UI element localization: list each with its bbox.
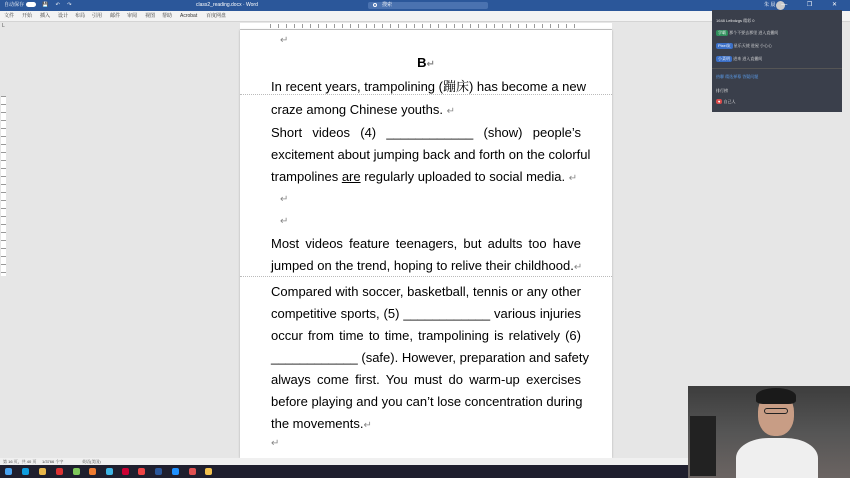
vertical-ruler[interactable] xyxy=(1,96,6,276)
paragraph-mark: ↵ xyxy=(280,35,289,46)
tab-mailings[interactable]: 邮件 xyxy=(110,13,121,19)
app-icon[interactable] xyxy=(189,468,196,475)
paragraph-4-line-6: before playing and you can’t lose concentration during xyxy=(271,394,583,409)
tab-view[interactable]: 视图 xyxy=(145,13,156,19)
chat-message: 学霸 那个不要去那里 进入直播间 xyxy=(718,30,779,35)
word-app-icon[interactable] xyxy=(155,468,162,475)
app-icon[interactable] xyxy=(205,468,212,475)
tab-home[interactable]: 开始 xyxy=(22,13,33,19)
paragraph-mark: ↵ xyxy=(271,438,280,449)
chat-stats: 1648 Lelbdzgs 精彩 0 xyxy=(716,18,755,23)
divider xyxy=(712,68,842,69)
paragraph-3-line-2: jumped on the trend, hoping to relive their childhood.↵ xyxy=(271,258,583,273)
word-count[interactable]: 1/3766 个字 xyxy=(42,459,64,464)
tab-acrobat[interactable]: Acrobat xyxy=(180,13,198,19)
live-chat-panel xyxy=(712,10,842,112)
section-heading: B↵ xyxy=(417,55,435,70)
presenter-hair xyxy=(756,388,796,404)
chat-rank-label: 排行榜 xyxy=(716,88,728,93)
app-icon[interactable] xyxy=(106,468,113,475)
paragraph-2-line-1: Short videos (4) ____________ (show) people’s xyxy=(271,125,581,140)
paragraph-4-line-5: always come first. You must do warm-up exercises xyxy=(271,372,581,387)
autosave-switch[interactable] xyxy=(26,2,36,7)
app-icon[interactable] xyxy=(89,468,96,475)
language-status[interactable]: 英语(美国) xyxy=(82,459,101,464)
line-guide xyxy=(240,94,612,96)
chat-tabs[interactable]: 热聊 精选弹幕 答疑问题 xyxy=(716,74,759,79)
paragraph-2-line-2: excitement about jumping back and forth on the colorful xyxy=(271,147,591,162)
tab-baidu-netdisk[interactable]: 百度网盘 xyxy=(206,13,227,19)
glasses-icon xyxy=(764,408,788,414)
search-input[interactable] xyxy=(368,2,488,9)
chat-message: 小菜明 进来 进入直播间 xyxy=(718,56,763,61)
search-icon xyxy=(373,3,377,7)
ruler-ticks xyxy=(270,24,580,28)
app-icon[interactable] xyxy=(138,468,145,475)
document-page[interactable] xyxy=(240,30,612,458)
paragraph-2-line-3: trampolines are regularly uploaded to social media. ↵ xyxy=(271,169,578,184)
webcam-video xyxy=(688,386,850,478)
line-guide xyxy=(240,276,612,278)
quick-access-toolbar[interactable]: 💾 ↶ ↷ xyxy=(42,2,75,8)
tab-references[interactable]: 引用 xyxy=(92,13,103,19)
paragraph-4-line-7: the movements.↵ xyxy=(271,416,372,431)
tab-help[interactable]: 帮助 xyxy=(162,13,173,19)
paragraph-3-line-1: Most videos feature teenagers, but adults too have xyxy=(271,236,581,251)
paragraph-1-line-1: In recent years, trampolining (蹦床) has become a new xyxy=(271,79,587,94)
tab-layout[interactable]: 布局 xyxy=(75,13,86,19)
presenter-body xyxy=(736,438,818,478)
app-icon[interactable] xyxy=(172,468,179,475)
browser-icon[interactable] xyxy=(22,468,29,475)
tab-design[interactable]: 设计 xyxy=(58,13,69,19)
app-icon[interactable] xyxy=(73,468,80,475)
page-count[interactable]: 第 16 页，共 40 页 xyxy=(3,459,37,464)
underlined-word: are xyxy=(341,169,361,184)
app-icon[interactable] xyxy=(56,468,63,475)
user-name[interactable]: 朱 晨 xyxy=(764,2,776,8)
start-icon[interactable] xyxy=(5,468,12,475)
autosave-label: 自动保存 xyxy=(4,2,25,8)
ruler-corner-icon[interactable]: L xyxy=(2,23,5,29)
paragraph-4-line-4: ____________ (safe). However, preparation and safety xyxy=(271,350,589,365)
tab-file[interactable]: 文件 xyxy=(4,13,15,19)
paragraph-4-line-2: competitive sports, (5) ____________ various injuries xyxy=(271,306,581,321)
tab-insert[interactable]: 插入 xyxy=(40,13,51,19)
tab-review[interactable]: 审阅 xyxy=(127,13,138,19)
window-controls[interactable]: — ❐ ✕ xyxy=(781,2,846,8)
background-shelf xyxy=(690,416,716,476)
folder-icon[interactable] xyxy=(39,468,46,475)
chat-message: Pixel灰 星乐天使 进屋 小心心 xyxy=(718,43,773,48)
search-placeholder: 搜索 xyxy=(382,2,393,8)
chat-member[interactable]: ♥ 自己人 xyxy=(718,99,736,104)
app-icon[interactable] xyxy=(122,468,129,475)
horizontal-ruler[interactable] xyxy=(240,23,612,30)
paragraph-mark: ↵ xyxy=(280,194,289,205)
paragraph-mark: ↵ xyxy=(280,216,289,227)
paragraph-1-line-2: craze among Chinese youths. ↵ xyxy=(271,102,455,117)
paragraph-4-line-3: occur from time to time, trampolining is relatively (6) xyxy=(271,328,581,343)
paragraph-4-line-1: Compared with soccer, basketball, tennis or any other xyxy=(271,284,581,299)
document-title: class2_reading.docx · Word xyxy=(196,2,258,8)
autosave-toggle[interactable] xyxy=(4,0,36,11)
